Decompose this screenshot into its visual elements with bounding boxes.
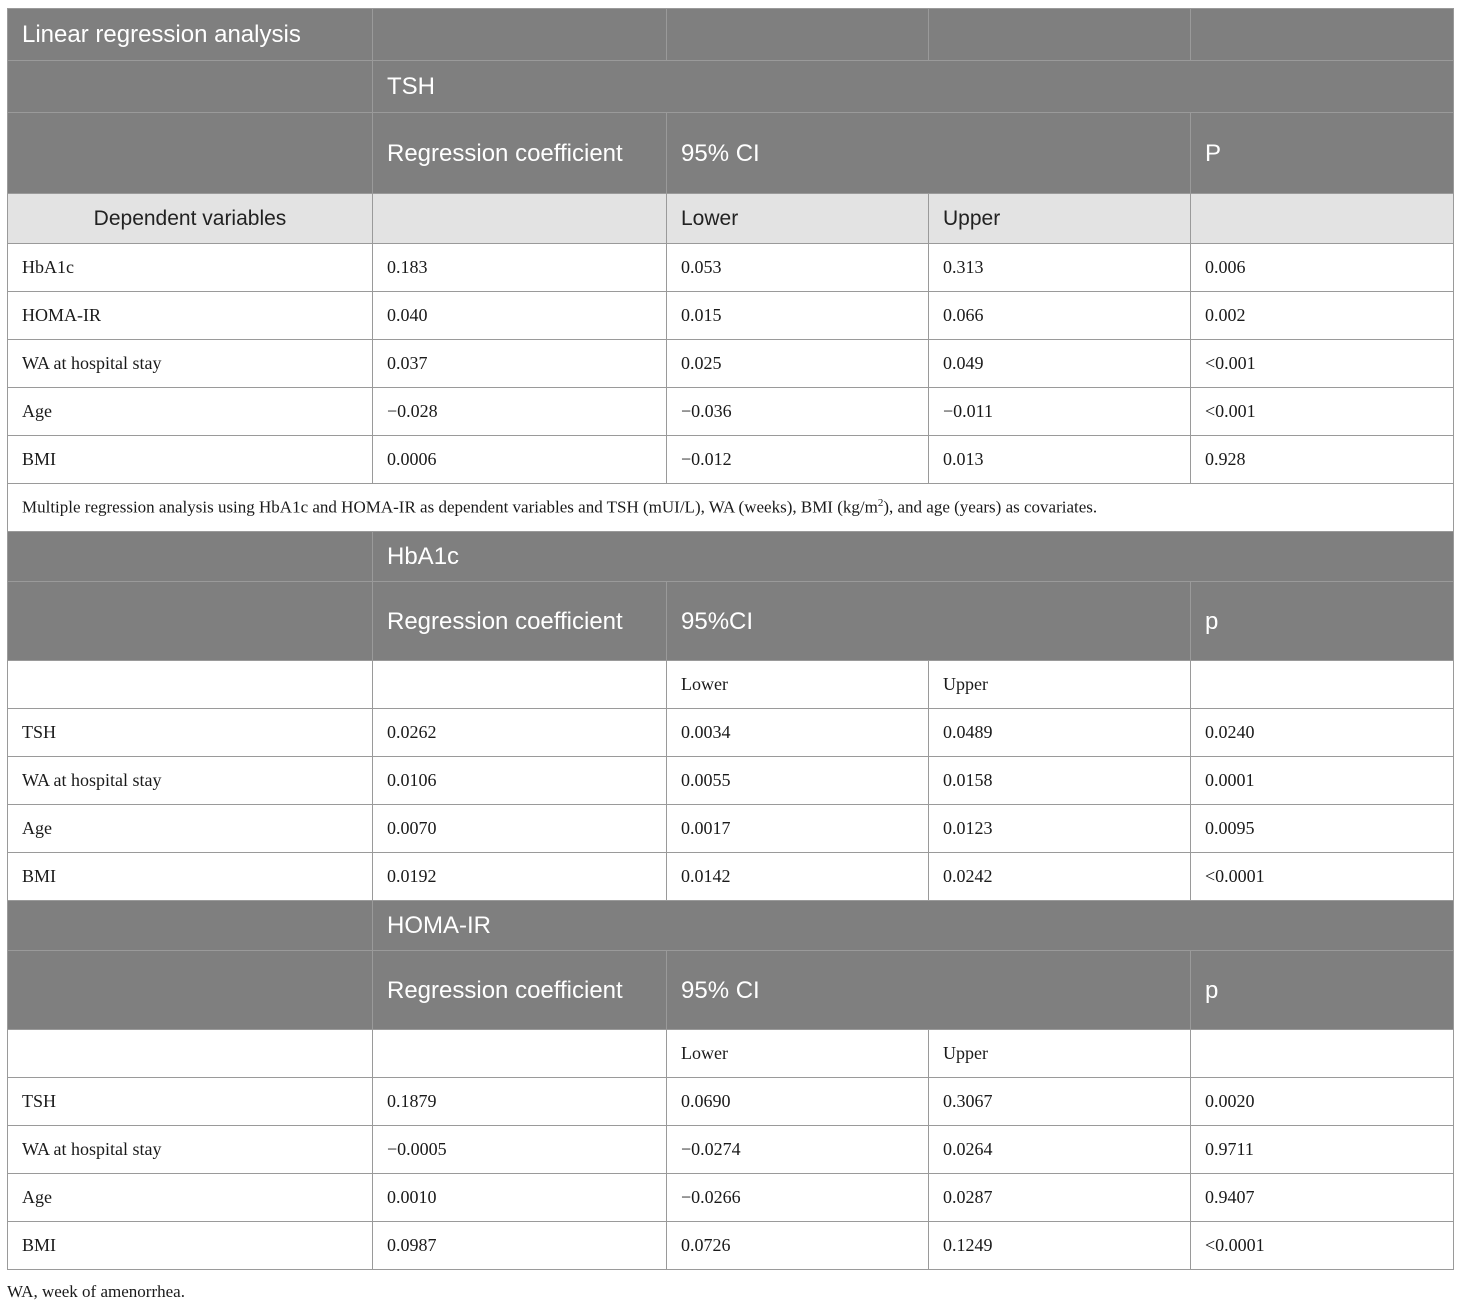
ci-lower-cell: 0.0726 (667, 1222, 929, 1270)
table-row (8, 709, 1454, 757)
ci-lower-cell: 0.0142 (667, 853, 929, 901)
note-text: Multiple regression analysis using HbA1c and HOMA-IR as dependent variables and TSH (mUI/L), WA (weeks), BMI $(kg/m^2)$, and age (years) as covariates. (8, 484, 1454, 532)
coef-cell: 0.0262 (373, 709, 667, 757)
ci-upper-cell: 0.3067 (929, 1078, 1191, 1126)
table-row (8, 340, 1454, 388)
tsh-rows (8, 244, 1454, 484)
p-value-cell: 0.9711 (1191, 1126, 1454, 1174)
row-label: Age (8, 1174, 373, 1222)
coef-cell: 0.1879 (373, 1078, 667, 1126)
coef-cell: 0.0010 (373, 1174, 667, 1222)
row-label: WA at hospital stay (8, 340, 373, 388)
ci-upper-cell: 0.0489 (929, 709, 1191, 757)
coef-cell: 0.0006 (373, 436, 667, 484)
ci-lower-cell: 0.053 (667, 244, 929, 292)
column-header-row (8, 951, 1454, 1030)
col-header-upper: Upper (929, 661, 1191, 709)
ci-upper-cell: 0.0242 (929, 853, 1191, 901)
section-label: HbA1c (373, 532, 1454, 582)
ci-lower-cell: 0.0055 (667, 757, 929, 805)
col-header-ci: 95% CI (667, 951, 1191, 1030)
ci-upper-cell: 0.066 (929, 292, 1191, 340)
coef-cell: 0.037 (373, 340, 667, 388)
col-header-coef: Regression coefficient (373, 113, 667, 194)
p-value-cell: 0.9407 (1191, 1174, 1454, 1222)
row-label: TSH (8, 1078, 373, 1126)
col-header-p: p (1191, 582, 1454, 661)
coef-cell: 0.183 (373, 244, 667, 292)
hba1c-rows (8, 709, 1454, 901)
ci-lower-cell: 0.0034 (667, 709, 929, 757)
coef-cell: 0.040 (373, 292, 667, 340)
table-row (8, 1222, 1454, 1270)
ci-lower-cell: −0.012 (667, 436, 929, 484)
col-header-lower: Lower (667, 661, 929, 709)
col-header-p: p (1191, 951, 1454, 1030)
table-row (8, 1078, 1454, 1126)
row-label: BMI (8, 436, 373, 484)
homa-rows (8, 1078, 1454, 1270)
row-label: HOMA-IR (8, 292, 373, 340)
ci-upper-cell: 0.013 (929, 436, 1191, 484)
row-label: Age (8, 805, 373, 853)
title-row (8, 9, 1454, 61)
ci-lower-cell: 0.0017 (667, 805, 929, 853)
ci-lower-cell: 0.0690 (667, 1078, 929, 1126)
table-row (8, 436, 1454, 484)
ci-upper-cell: 0.0264 (929, 1126, 1191, 1174)
col-header-upper: Upper (929, 194, 1191, 244)
section-header-tsh (8, 61, 1454, 113)
row-label: WA at hospital stay (8, 757, 373, 805)
col-header-lower: Lower (667, 194, 929, 244)
sub-header-row (8, 1030, 1454, 1078)
col-header-ci: 95% CI (667, 113, 1191, 194)
sub-header-row (8, 661, 1454, 709)
p-value-cell: 0.006 (1191, 244, 1454, 292)
table-row (8, 244, 1454, 292)
column-header-row (8, 113, 1454, 194)
table-row (8, 1126, 1454, 1174)
table-row (8, 805, 1454, 853)
section-label: HOMA-IR (373, 901, 1454, 951)
section-header-homa (8, 901, 1454, 951)
footnote: WA, week of amenorrhea. (7, 1282, 185, 1301)
p-value-cell: <0.0001 (1191, 1222, 1454, 1270)
col-header-coef: Regression coefficient (373, 951, 667, 1030)
regression-table (7, 8, 1454, 1270)
row-label: Age (8, 388, 373, 436)
sub-header-row (8, 194, 1454, 244)
ci-lower-cell: −0.0274 (667, 1126, 929, 1174)
column-header-row (8, 582, 1454, 661)
col-header-p: P (1191, 113, 1454, 194)
p-value-cell: 0.928 (1191, 436, 1454, 484)
p-value-cell: 0.0095 (1191, 805, 1454, 853)
coef-cell: −0.028 (373, 388, 667, 436)
p-value-cell: 0.0240 (1191, 709, 1454, 757)
row-label: BMI (8, 1222, 373, 1270)
row-label: HbA1c (8, 244, 373, 292)
coef-cell: −0.0005 (373, 1126, 667, 1174)
p-value-cell: 0.0020 (1191, 1078, 1454, 1126)
row-label: BMI (8, 853, 373, 901)
section-header-hba1c (8, 532, 1454, 582)
col-header-dependent: Dependent variables (8, 194, 373, 244)
ci-lower-cell: −0.0266 (667, 1174, 929, 1222)
ci-upper-cell: 0.1249 (929, 1222, 1191, 1270)
table-title: Linear regression analysis (8, 9, 373, 61)
p-value-cell: 0.002 (1191, 292, 1454, 340)
table-row (8, 853, 1454, 901)
coef-cell: 0.0987 (373, 1222, 667, 1270)
table-row (8, 1174, 1454, 1222)
note-row (8, 484, 1454, 532)
col-header-lower: Lower (667, 1030, 929, 1078)
ci-upper-cell: 0.0158 (929, 757, 1191, 805)
ci-lower-cell: 0.025 (667, 340, 929, 388)
p-value-cell: <0.001 (1191, 340, 1454, 388)
section-label: TSH (373, 61, 1454, 113)
table-row (8, 292, 1454, 340)
row-label: WA at hospital stay (8, 1126, 373, 1174)
ci-upper-cell: 0.0123 (929, 805, 1191, 853)
col-header-upper: Upper (929, 1030, 1191, 1078)
ci-upper-cell: 0.313 (929, 244, 1191, 292)
col-header-ci: 95%CI (667, 582, 1191, 661)
table-row (8, 757, 1454, 805)
p-value-cell: <0.0001 (1191, 853, 1454, 901)
ci-lower-cell: 0.015 (667, 292, 929, 340)
row-label: TSH (8, 709, 373, 757)
ci-upper-cell: −0.011 (929, 388, 1191, 436)
ci-lower-cell: −0.036 (667, 388, 929, 436)
ci-upper-cell: 0.049 (929, 340, 1191, 388)
p-value-cell: 0.0001 (1191, 757, 1454, 805)
coef-cell: 0.0070 (373, 805, 667, 853)
col-header-coef: Regression coefficient (373, 582, 667, 661)
coef-cell: 0.0192 (373, 853, 667, 901)
coef-cell: 0.0106 (373, 757, 667, 805)
ci-upper-cell: 0.0287 (929, 1174, 1191, 1222)
p-value-cell: <0.001 (1191, 388, 1454, 436)
table-row (8, 388, 1454, 436)
